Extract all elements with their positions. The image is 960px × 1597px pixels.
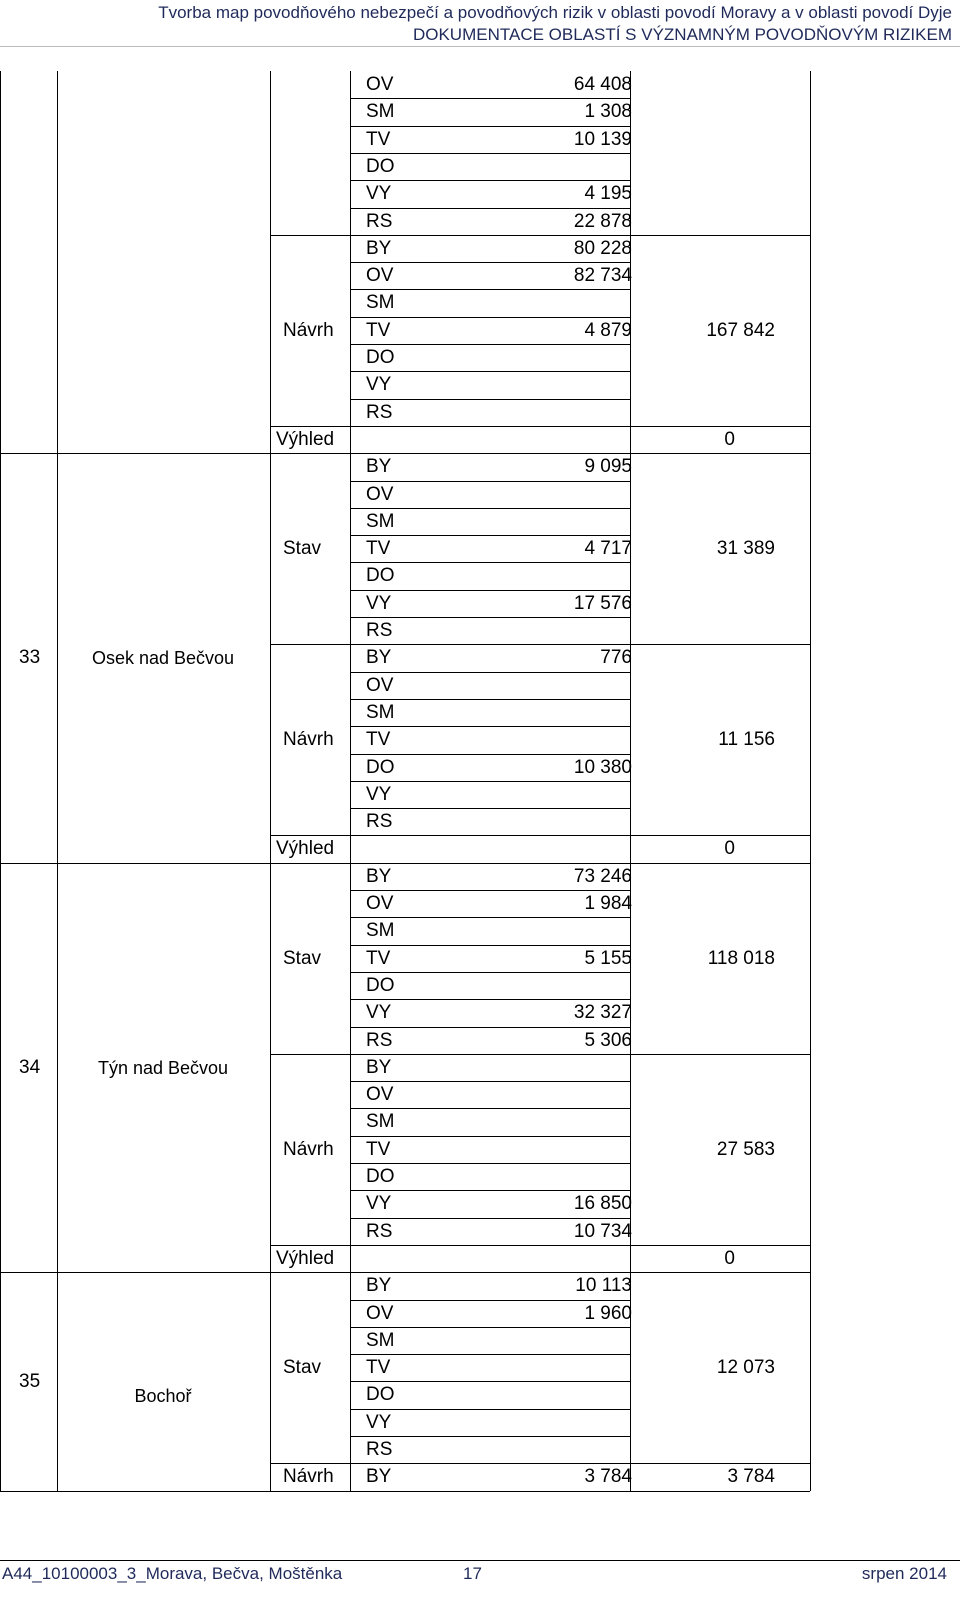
code-cell: BY — [366, 1275, 392, 1297]
code-cell: OV — [366, 265, 394, 287]
navrh-label: Návrh — [283, 319, 334, 341]
value-cell: 1 984 — [584, 893, 632, 914]
code-cell: VY — [366, 374, 392, 396]
code-cell: RS — [366, 811, 393, 833]
code-cell: RS — [366, 620, 393, 641]
code-cell: OV — [366, 1084, 394, 1106]
row-rule — [350, 262, 630, 263]
code-cell: RS — [366, 1439, 393, 1460]
stav-label: Stav — [283, 538, 322, 560]
footer-divider — [0, 1560, 960, 1561]
code-cell: BY — [366, 647, 392, 669]
row-rule — [270, 235, 810, 236]
code-cell: TV — [366, 729, 391, 751]
footer-doc-id: A44_10100003_3_Morava, Bečva, Moštěnka — [2, 1564, 343, 1583]
value-cell: 64 408 — [573, 74, 632, 95]
row-rule — [350, 399, 630, 400]
code-cell: TV — [366, 1357, 391, 1379]
row-rule — [350, 180, 630, 181]
value-cell: 4 717 — [584, 538, 632, 560]
row-rule — [350, 208, 630, 209]
code-cell: SM — [366, 292, 395, 314]
header-subtitle: DOKUMENTACE OBLASTÍ S VÝZNAMNÝM POVODŇOVÝM RIZIKEM — [412, 25, 952, 44]
row-rule — [350, 672, 630, 673]
navrh-total: 167 842 — [706, 319, 775, 341]
row-rule — [350, 1409, 630, 1410]
code-cell: BY — [366, 1466, 392, 1488]
value-cell: 1 308 — [584, 101, 632, 123]
row-rule — [350, 1354, 630, 1355]
code-cell: RS — [366, 210, 393, 232]
vyhled-label: Výhled — [276, 1247, 335, 1269]
value-cell: 10 113 — [575, 1275, 632, 1297]
row-rule — [350, 972, 630, 973]
code-cell: SM — [366, 920, 395, 942]
row-rule — [350, 1108, 630, 1109]
code-cell: SM — [366, 1329, 395, 1351]
row-rule — [350, 481, 630, 482]
navrh-label: Návrh — [283, 1138, 334, 1160]
row-rule — [270, 644, 810, 645]
code-cell: VY — [366, 1193, 392, 1215]
code-cell: TV — [366, 128, 391, 150]
vyhled-value: 0 — [724, 428, 735, 450]
navrh-total: 3 784 — [727, 1466, 775, 1488]
code-cell: SM — [366, 1111, 395, 1133]
code-cell: OV — [366, 893, 394, 914]
row-rule — [0, 1272, 810, 1273]
row-rule — [350, 945, 630, 946]
vyhled-label: Výhled — [276, 428, 335, 450]
row-rule — [270, 1245, 810, 1246]
stav-label: Stav — [283, 947, 322, 969]
row-rule — [350, 344, 630, 345]
column-rule — [57, 71, 58, 1491]
row-rule — [350, 371, 630, 372]
code-cell: DO — [366, 565, 395, 587]
stav-label: Stav — [283, 1357, 322, 1379]
value-cell: 3 784 — [584, 1466, 632, 1488]
column-rule — [0, 71, 1, 1491]
row-rule — [350, 562, 630, 563]
value-cell: 16 850 — [573, 1193, 632, 1215]
area-name: Bochoř — [134, 1385, 192, 1406]
code-cell: OV — [366, 674, 394, 696]
area-name: Osek nad Bečvou — [91, 648, 235, 669]
row-rule — [350, 726, 630, 727]
row-rule — [0, 1491, 810, 1492]
footer-date: srpen 2014 — [861, 1564, 947, 1583]
navrh-label: Návrh — [283, 1466, 334, 1488]
row-rule — [350, 98, 630, 99]
code-cell: TV — [366, 319, 391, 341]
code-cell: OV — [366, 483, 394, 505]
value-cell: 5 306 — [584, 1029, 632, 1051]
code-cell: VY — [366, 1411, 392, 1433]
code-cell: VY — [366, 1002, 392, 1024]
code-cell: BY — [366, 456, 392, 478]
value-cell: 5 155 — [584, 947, 632, 969]
row-rule — [350, 699, 630, 700]
row-rule — [350, 1436, 630, 1437]
code-cell: DO — [366, 756, 395, 778]
row-rule — [350, 126, 630, 127]
area-number: 33 — [19, 647, 41, 669]
area-number: 34 — [19, 1056, 41, 1078]
row-rule — [350, 1381, 630, 1382]
code-cell: DO — [366, 347, 395, 368]
row-rule — [350, 590, 630, 591]
row-rule — [0, 453, 810, 454]
area-number: 35 — [19, 1370, 41, 1392]
column-rule — [810, 71, 811, 1491]
value-cell: 82 734 — [573, 265, 632, 287]
row-rule — [350, 1190, 630, 1191]
row-rule — [350, 890, 630, 891]
code-cell: DO — [366, 974, 395, 996]
row-rule — [350, 1136, 630, 1137]
code-cell: BY — [366, 865, 392, 887]
value-cell: 32 327 — [573, 1002, 632, 1024]
row-rule — [350, 754, 630, 755]
code-cell: OV — [366, 74, 394, 95]
column-rule — [630, 71, 631, 1491]
area-name: Týn nad Bečvou — [97, 1057, 229, 1078]
value-cell: 4 879 — [584, 319, 632, 341]
row-rule — [350, 508, 630, 509]
row-rule — [350, 153, 630, 154]
stav-total: 118 018 — [707, 947, 775, 969]
row-rule — [270, 835, 810, 836]
value-cell: 10 139 — [573, 128, 632, 150]
column-rule — [270, 71, 271, 1491]
code-cell: OV — [366, 1302, 394, 1324]
value-cell: 10 380 — [573, 756, 632, 778]
code-cell: TV — [366, 538, 391, 560]
code-cell: DO — [366, 1166, 395, 1187]
row-rule — [270, 1463, 810, 1464]
stav-total: 31 389 — [716, 538, 775, 560]
header-title: Tvorba map povodňového nebezpečí a povodňových rizik v oblasti povodí Moravy a v oblasti povodí Dyje — [158, 3, 952, 22]
row-rule — [350, 1327, 630, 1328]
value-cell: 22 878 — [573, 210, 632, 232]
vyhled-value: 0 — [724, 1247, 735, 1269]
value-cell: 1 960 — [584, 1302, 632, 1324]
row-rule — [270, 1054, 810, 1055]
code-cell: VY — [366, 183, 392, 205]
row-rule — [270, 426, 810, 427]
row-rule — [350, 781, 630, 782]
value-cell: 9 095 — [584, 456, 632, 478]
row-rule — [350, 535, 630, 536]
value-cell: 73 246 — [573, 865, 632, 887]
code-cell: RS — [366, 401, 393, 423]
row-rule — [350, 1163, 630, 1164]
value-cell: 4 195 — [584, 183, 632, 205]
code-cell: RS — [366, 1220, 393, 1242]
code-cell: VY — [366, 783, 392, 805]
vyhled-value: 0 — [724, 838, 735, 860]
row-rule — [350, 1081, 630, 1082]
code-cell: TV — [366, 947, 391, 969]
footer-page-number: 17 — [463, 1564, 482, 1583]
value-cell: 17 576 — [573, 592, 632, 614]
code-cell: SM — [366, 701, 395, 723]
row-rule — [350, 617, 630, 618]
value-cell: 776 — [600, 647, 632, 669]
code-cell: RS — [366, 1029, 393, 1051]
code-cell: VY — [366, 592, 392, 614]
code-cell: BY — [366, 1056, 392, 1078]
row-rule — [350, 808, 630, 809]
vyhled-label: Výhled — [276, 838, 335, 860]
column-rule — [350, 71, 351, 1491]
value-cell: 10 734 — [573, 1220, 632, 1242]
code-cell: BY — [366, 237, 392, 259]
navrh-label: Návrh — [283, 729, 334, 751]
row-rule — [350, 999, 630, 1000]
row-rule — [350, 1300, 630, 1301]
stav-total: 12 073 — [716, 1357, 775, 1379]
row-rule — [350, 917, 630, 918]
navrh-total: 11 156 — [718, 729, 775, 751]
row-rule — [0, 863, 810, 864]
code-cell: DO — [366, 155, 395, 177]
code-cell: TV — [366, 1138, 391, 1160]
row-rule — [350, 1218, 630, 1219]
row-rule — [350, 289, 630, 290]
code-cell: SM — [366, 510, 395, 532]
value-cell: 80 228 — [573, 237, 632, 259]
code-cell: DO — [366, 1384, 395, 1406]
row-rule — [350, 1027, 630, 1028]
row-rule — [350, 317, 630, 318]
code-cell: SM — [366, 101, 395, 123]
navrh-total: 27 583 — [716, 1138, 775, 1160]
